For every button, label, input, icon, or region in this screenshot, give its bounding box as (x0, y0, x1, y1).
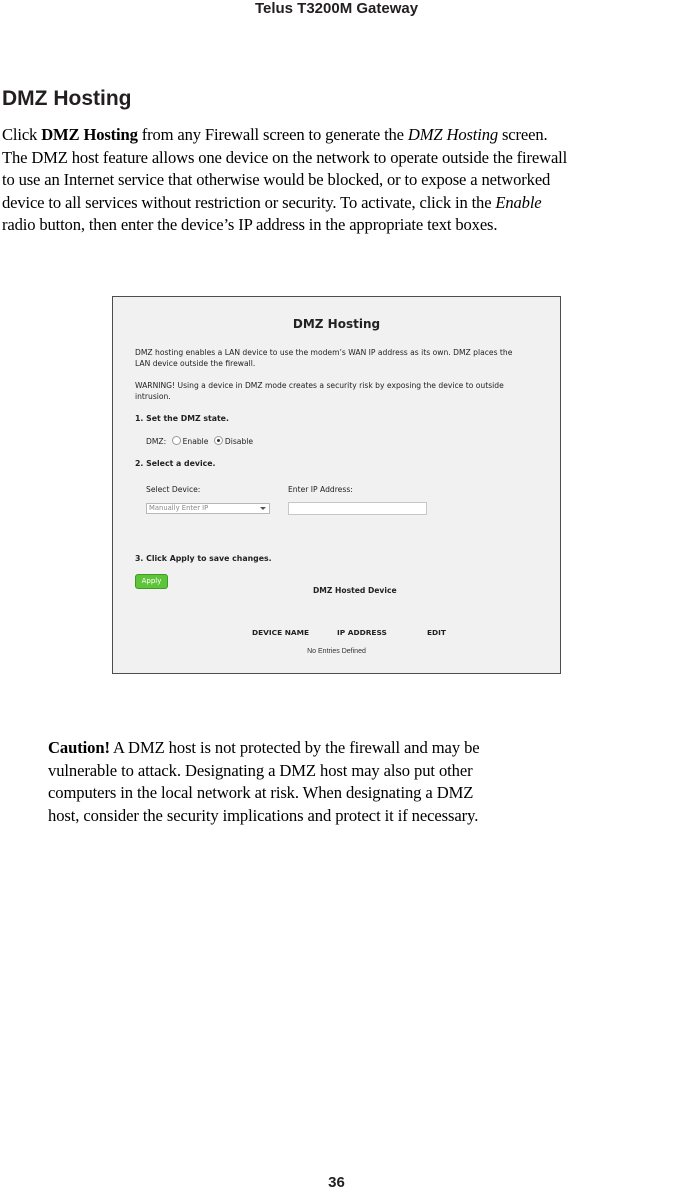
enter-ip-label: Enter IP Address: (288, 485, 353, 494)
caution-note: Caution! A DMZ host is not protected by the firewall and may be vulnerable to attack. Designating a DMZ host may also put other computers in the local network at risk. When designating a DMZ host, consider the security implications and protect it if necessary. (48, 738, 480, 825)
dmz-hosting-link-text: DMZ Hosting (41, 125, 138, 144)
apply-button[interactable]: Apply (135, 574, 168, 589)
enable-radio[interactable] (172, 436, 181, 445)
chevron-down-icon (260, 507, 266, 510)
select-device-dropdown[interactable]: Manually Enter IP (146, 503, 270, 514)
disable-label: Disable (224, 437, 254, 446)
column-edit: EDIT (427, 628, 446, 637)
intro-line-1: Click DMZ Hosting from any Firewall screen to generate the DMZ Hosting screen. (2, 125, 548, 144)
dmz-warning: WARNING! Using a device in DMZ mode creates a security risk by exposing the device to outside intrusion. (135, 381, 504, 401)
dmz-description: DMZ hosting enables a LAN device to use the modem’s WAN IP address as its own. DMZ places the LAN device outside the firewall. (135, 348, 513, 368)
intro-paragraph (2, 124, 673, 237)
page-number: 36 (328, 1174, 345, 1191)
intro-line-2: The DMZ host feature allows one device on the network to operate outside the firewall (2, 147, 568, 167)
step-3-label: 3. Click Apply to save changes. (135, 554, 272, 563)
dmz-hosting-screenshot (112, 296, 561, 674)
no-entries-text: No Entries Defined (307, 648, 366, 655)
intro-line-5: radio button, then enter the device’s IP address in the appropriate text boxes. (2, 215, 498, 234)
hosted-device-title: DMZ Hosted Device (313, 586, 397, 595)
running-header: Telus T3200M Gateway (254, 0, 419, 17)
step-2-label: 2. Select a device. (135, 459, 216, 468)
section-title: DMZ Hosting (2, 87, 132, 110)
column-ip-address: IP ADDRESS (337, 628, 387, 637)
intro-line-4: device to all services without restriction or security. To activate, click in the Enable (2, 192, 542, 212)
step-1-label: 1. Set the DMZ state. (135, 414, 229, 423)
caution-label: Caution! (48, 738, 110, 757)
dmz-label: DMZ: (146, 437, 167, 446)
column-device-name: DEVICE NAME (252, 628, 310, 637)
dmz-state-row (146, 436, 253, 446)
disable-radio[interactable] (214, 436, 223, 445)
enable-label: Enable (182, 437, 209, 446)
screenshot-title: DMZ Hosting (292, 317, 381, 331)
select-device-label: Select Device: (146, 485, 201, 494)
ip-address-input[interactable] (288, 502, 427, 515)
intro-line-3: to use an Internet service that otherwise would be blocked, or to expose a networked (2, 170, 551, 189)
